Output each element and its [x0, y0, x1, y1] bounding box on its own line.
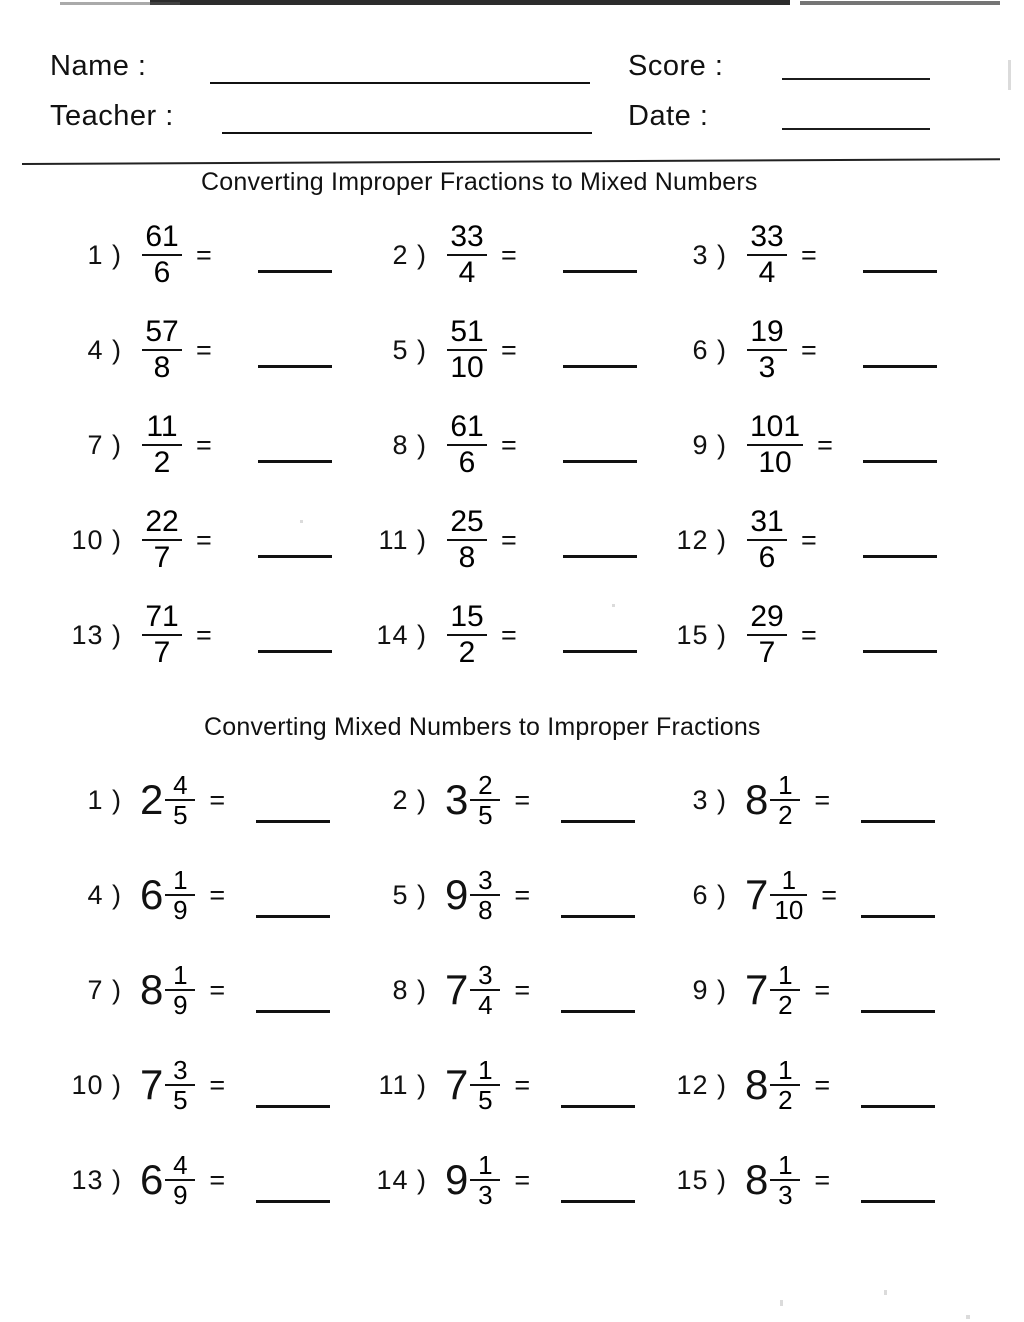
equals-sign: = [209, 784, 226, 815]
fraction-numerator: 61 [145, 220, 179, 253]
mixed-whole-part: 9 [445, 1156, 469, 1203]
teacher-label: Teacher : [50, 100, 174, 132]
mixed-whole-part: 8 [745, 776, 769, 823]
equals-sign: = [817, 429, 833, 460]
mixed-number [445, 772, 500, 828]
score-input-line[interactable] [782, 78, 930, 80]
fraction [770, 772, 800, 828]
problem-number: 14 ) [376, 1164, 427, 1195]
fraction-numerator: 3 [173, 1055, 188, 1085]
fraction [447, 317, 487, 383]
mixed-whole-part: 7 [445, 1061, 469, 1108]
problem [365, 867, 530, 923]
equals-sign: = [814, 1069, 831, 1100]
date-label: Date : [628, 100, 709, 132]
equals-sign: = [501, 334, 517, 365]
mixed-whole-part: 2 [140, 776, 164, 823]
scan-edge-artifact [60, 2, 180, 5]
fraction [747, 507, 787, 573]
fraction [165, 772, 195, 828]
fraction [142, 222, 182, 288]
answer-blank[interactable] [256, 820, 330, 823]
answer-blank[interactable] [561, 1010, 635, 1013]
fraction [747, 222, 787, 288]
equals-sign: = [209, 879, 226, 910]
problem-number: 4 ) [87, 879, 122, 910]
answer-blank[interactable] [861, 820, 935, 823]
problem-number: 8 ) [392, 429, 427, 460]
fraction-numerator: 31 [750, 505, 784, 538]
fraction [770, 962, 800, 1018]
fraction-numerator: 101 [750, 410, 801, 443]
fraction-denominator: 6 [153, 256, 171, 289]
fraction-denominator: 4 [478, 990, 493, 1020]
mixed-number [140, 772, 195, 828]
equals-sign: = [501, 239, 517, 270]
problem-number: 1 ) [87, 784, 122, 815]
problem [60, 222, 212, 288]
scan-speck [612, 604, 615, 607]
problem [665, 867, 837, 923]
fraction [470, 867, 500, 923]
answer-blank[interactable] [258, 270, 332, 273]
fraction [770, 1057, 800, 1113]
fraction-denominator: 5 [478, 800, 493, 830]
answer-blank[interactable] [861, 915, 935, 918]
answer-blank[interactable] [561, 1200, 635, 1203]
fraction-numerator: 1 [778, 1055, 793, 1085]
problem [665, 317, 817, 383]
equals-sign: = [814, 784, 831, 815]
problem-number: 12 ) [676, 524, 727, 555]
fraction-denominator: 8 [153, 351, 171, 384]
problem [60, 867, 225, 923]
fraction-denominator: 5 [478, 1085, 493, 1115]
problem-number: 2 ) [392, 784, 427, 815]
mixed-number [745, 962, 800, 1018]
fraction-numerator: 4 [173, 770, 188, 800]
equals-sign: = [514, 879, 531, 910]
problem [665, 412, 833, 478]
problem-number: 15 ) [676, 619, 727, 650]
fraction [165, 962, 195, 1018]
mixed-number [445, 1057, 500, 1113]
fraction [142, 507, 182, 573]
answer-blank[interactable] [258, 650, 332, 653]
answer-blank[interactable] [256, 915, 330, 918]
equals-sign: = [196, 619, 212, 650]
fraction [770, 1152, 800, 1208]
answer-blank[interactable] [258, 365, 332, 368]
answer-blank[interactable] [561, 1105, 635, 1108]
problem-number: 14 ) [376, 619, 427, 650]
fraction-denominator: 10 [450, 351, 484, 384]
fraction-denominator: 6 [458, 446, 476, 479]
equals-sign: = [514, 974, 531, 1005]
answer-blank[interactable] [256, 1200, 330, 1203]
problem-number: 5 ) [392, 334, 427, 365]
scan-speck [966, 1315, 970, 1319]
fraction-denominator: 2 [153, 446, 171, 479]
fraction-denominator: 7 [153, 636, 171, 669]
name-label: Name : [50, 50, 147, 82]
equals-sign: = [801, 619, 817, 650]
fraction-denominator: 2 [778, 1085, 793, 1115]
fraction-denominator: 3 [778, 1180, 793, 1210]
date-input-line[interactable] [782, 128, 930, 130]
fraction-denominator: 8 [478, 895, 493, 925]
answer-blank[interactable] [563, 460, 637, 463]
fraction-denominator: 5 [173, 800, 188, 830]
problem [665, 1152, 830, 1208]
fraction-denominator: 3 [478, 1180, 493, 1210]
fraction-numerator: 3 [478, 960, 493, 990]
fraction [470, 962, 500, 1018]
mixed-whole-part: 8 [745, 1061, 769, 1108]
fraction-denominator: 9 [173, 990, 188, 1020]
fraction [447, 602, 487, 668]
fraction-numerator: 1 [478, 1150, 493, 1180]
scan-edge-artifact [800, 1, 1000, 5]
fraction [447, 507, 487, 573]
problem [60, 1152, 225, 1208]
problem [60, 602, 212, 668]
teacher-input-line[interactable] [222, 132, 592, 134]
answer-blank[interactable] [561, 820, 635, 823]
mixed-number [140, 962, 195, 1018]
answer-blank[interactable] [256, 1105, 330, 1108]
problem [60, 317, 212, 383]
fraction-numerator: 29 [750, 600, 784, 633]
problem [365, 772, 530, 828]
problem [365, 962, 530, 1018]
fraction-numerator: 51 [450, 315, 484, 348]
problem [665, 962, 830, 1018]
fraction-denominator: 3 [758, 351, 776, 384]
answer-blank[interactable] [863, 650, 937, 653]
fraction [142, 317, 182, 383]
fraction-denominator: 9 [173, 1180, 188, 1210]
header-divider [22, 158, 1000, 165]
equals-sign: = [814, 974, 831, 1005]
mixed-number [445, 962, 500, 1018]
fraction [747, 412, 803, 478]
answer-blank[interactable] [563, 270, 637, 273]
problem [365, 507, 517, 573]
mixed-number [445, 1152, 500, 1208]
fraction-numerator: 1 [778, 770, 793, 800]
fraction [165, 1152, 195, 1208]
problem [60, 772, 225, 828]
problem-number: 4 ) [87, 334, 122, 365]
scan-speck [300, 520, 303, 523]
equals-sign: = [196, 524, 212, 555]
problem [365, 222, 517, 288]
answer-blank[interactable] [861, 1200, 935, 1203]
answer-blank[interactable] [563, 365, 637, 368]
equals-sign: = [196, 334, 212, 365]
problem-number: 9 ) [692, 974, 727, 1005]
fraction-numerator: 57 [145, 315, 179, 348]
problem-number: 13 ) [71, 619, 122, 650]
fraction [142, 412, 182, 478]
fraction-numerator: 1 [778, 960, 793, 990]
mixed-whole-part: 9 [445, 871, 469, 918]
section-title-improper-to-mixed: Converting Improper Fractions to Mixed Numbers [201, 168, 758, 196]
mixed-number [140, 1057, 195, 1113]
answer-blank[interactable] [861, 1010, 935, 1013]
equals-sign: = [501, 429, 517, 460]
equals-sign: = [501, 619, 517, 650]
mixed-number [745, 772, 800, 828]
problem-number: 6 ) [692, 879, 727, 910]
problem [60, 412, 212, 478]
fraction [165, 867, 195, 923]
answer-blank[interactable] [561, 915, 635, 918]
problem-number: 1 ) [87, 239, 122, 270]
scan-speck [780, 1300, 783, 1306]
equals-sign: = [821, 879, 838, 910]
answer-blank[interactable] [863, 365, 937, 368]
fraction-denominator: 4 [758, 256, 776, 289]
fraction [770, 867, 807, 923]
fraction [470, 1152, 500, 1208]
problem-number: 7 ) [87, 429, 122, 460]
fraction-numerator: 1 [478, 1055, 493, 1085]
answer-blank[interactable] [258, 555, 332, 558]
fraction-numerator: 3 [478, 865, 493, 895]
problem-number: 2 ) [392, 239, 427, 270]
problem-number: 9 ) [692, 429, 727, 460]
equals-sign: = [209, 1164, 226, 1195]
problem [60, 962, 225, 1018]
fraction-denominator: 10 [774, 895, 804, 925]
equals-sign: = [209, 974, 226, 1005]
fraction [747, 602, 787, 668]
fraction-denominator: 5 [173, 1085, 188, 1115]
problem-number: 11 ) [378, 524, 427, 555]
fraction [470, 1057, 500, 1113]
problem-number: 10 ) [71, 524, 122, 555]
equals-sign: = [801, 524, 817, 555]
equals-sign: = [501, 524, 517, 555]
problem [365, 602, 517, 668]
mixed-whole-part: 7 [140, 1061, 164, 1108]
answer-blank[interactable] [256, 1010, 330, 1013]
problem-number: 15 ) [676, 1164, 727, 1195]
answer-blank[interactable] [563, 555, 637, 558]
answer-blank[interactable] [861, 1105, 935, 1108]
mixed-whole-part: 6 [140, 1156, 164, 1203]
scan-speck [1008, 60, 1011, 90]
mixed-number [140, 1152, 195, 1208]
answer-blank[interactable] [863, 555, 937, 558]
fraction-denominator: 9 [173, 895, 188, 925]
fraction [747, 317, 787, 383]
section-title-mixed-to-improper: Converting Mixed Numbers to Improper Fractions [204, 713, 761, 741]
scan-speck [884, 1290, 887, 1295]
fraction-denominator: 10 [758, 446, 792, 479]
equals-sign: = [801, 334, 817, 365]
mixed-whole-part: 8 [745, 1156, 769, 1203]
problem [665, 602, 817, 668]
fraction-numerator: 4 [173, 1150, 188, 1180]
fraction-numerator: 25 [450, 505, 484, 538]
fraction-denominator: 2 [778, 990, 793, 1020]
mixed-whole-part: 3 [445, 776, 469, 823]
fraction-numerator: 1 [781, 865, 797, 895]
fraction-denominator: 8 [458, 541, 476, 574]
fraction-numerator: 22 [145, 505, 179, 538]
problem-number: 7 ) [87, 974, 122, 1005]
fraction-numerator: 19 [750, 315, 784, 348]
mixed-whole-part: 6 [140, 871, 164, 918]
equals-sign: = [196, 239, 212, 270]
mixed-number [745, 867, 807, 923]
fraction-numerator: 33 [750, 220, 784, 253]
problem [665, 507, 817, 573]
fraction-numerator: 2 [478, 770, 493, 800]
problem-number: 10 ) [71, 1069, 122, 1100]
fraction [165, 1057, 195, 1113]
equals-sign: = [209, 1069, 226, 1100]
fraction-numerator: 1 [173, 960, 188, 990]
problem [365, 412, 517, 478]
fraction-numerator: 33 [450, 220, 484, 253]
fraction [447, 222, 487, 288]
fraction-numerator: 71 [145, 600, 179, 633]
problem [665, 1057, 830, 1113]
fraction-numerator: 15 [450, 600, 484, 633]
fraction-denominator: 4 [458, 256, 476, 289]
fraction-denominator: 2 [458, 636, 476, 669]
equals-sign: = [814, 1164, 831, 1195]
mixed-number [745, 1057, 800, 1113]
problem-number: 8 ) [392, 974, 427, 1005]
answer-blank[interactable] [863, 460, 937, 463]
problem-number: 11 ) [378, 1069, 427, 1100]
problem [665, 222, 817, 288]
problem [365, 317, 517, 383]
equals-sign: = [514, 1069, 531, 1100]
mixed-number [745, 1152, 800, 1208]
equals-sign: = [196, 429, 212, 460]
problem-number: 5 ) [392, 879, 427, 910]
fraction [470, 772, 500, 828]
equals-sign: = [801, 239, 817, 270]
fraction-numerator: 1 [778, 1150, 793, 1180]
mixed-whole-part: 7 [445, 966, 469, 1013]
fraction [447, 412, 487, 478]
problem-number: 13 ) [71, 1164, 122, 1195]
fraction-numerator: 1 [173, 865, 188, 895]
mixed-whole-part: 7 [745, 966, 769, 1013]
answer-blank[interactable] [863, 270, 937, 273]
mixed-whole-part: 8 [140, 966, 164, 1013]
mixed-number [140, 867, 195, 923]
problem [665, 772, 830, 828]
fraction-numerator: 61 [450, 410, 484, 443]
fraction-denominator: 2 [778, 800, 793, 830]
equals-sign: = [514, 1164, 531, 1195]
fraction-numerator: 11 [146, 410, 178, 443]
problem [365, 1152, 530, 1208]
equals-sign: = [514, 784, 531, 815]
name-input-line[interactable] [210, 82, 590, 84]
fraction-denominator: 6 [758, 541, 776, 574]
problem-number: 6 ) [692, 334, 727, 365]
problem-number: 3 ) [692, 784, 727, 815]
scan-edge-artifact [150, 0, 790, 5]
answer-blank[interactable] [258, 460, 332, 463]
problem [60, 507, 212, 573]
fraction-denominator: 7 [758, 636, 776, 669]
mixed-whole-part: 7 [745, 871, 769, 918]
problem-number: 3 ) [692, 239, 727, 270]
problem-number: 12 ) [676, 1069, 727, 1100]
score-label: Score : [628, 50, 724, 82]
fraction [142, 602, 182, 668]
fraction-denominator: 7 [153, 541, 171, 574]
answer-blank[interactable] [563, 650, 637, 653]
problem [60, 1057, 225, 1113]
mixed-number [445, 867, 500, 923]
problem [365, 1057, 530, 1113]
